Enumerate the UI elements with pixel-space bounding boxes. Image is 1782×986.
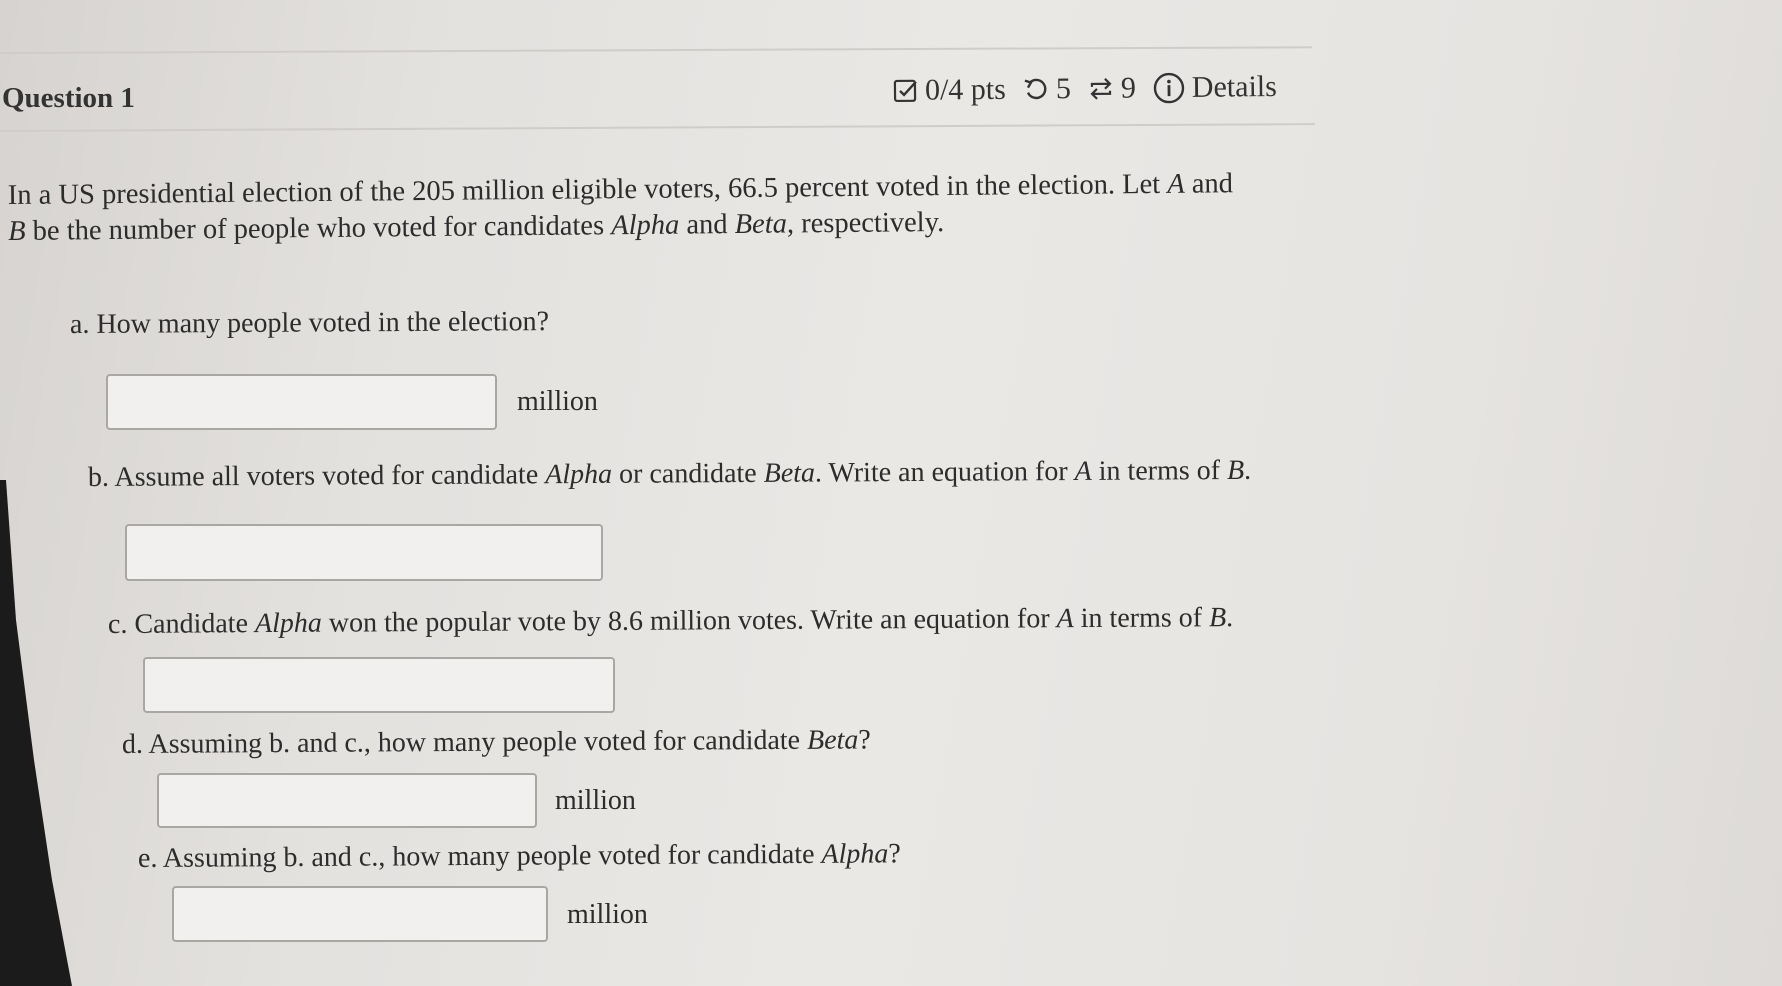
part-d-unit: million: [555, 785, 636, 816]
score-text: 0/4 pts: [924, 72, 1007, 107]
checkbox-score-icon: [893, 78, 919, 104]
part-d-input[interactable]: [157, 773, 537, 828]
question-meta: [893, 70, 1277, 108]
part-e-input[interactable]: [172, 886, 548, 942]
part-a-unit: million: [517, 386, 598, 417]
details-link[interactable]: Details: [1191, 69, 1277, 104]
part-a-label: a. How many people voted in the election?: [69, 306, 550, 340]
question-title: Question 1: [2, 82, 135, 114]
info-icon[interactable]: [1152, 71, 1186, 105]
part-e-unit: million: [567, 899, 648, 930]
retry-icon[interactable]: [1022, 75, 1050, 103]
attempts-count: 9: [1120, 71, 1137, 105]
part-a-input[interactable]: [106, 374, 497, 430]
attempts-icon[interactable]: [1087, 75, 1115, 103]
monitor-bezel: [0, 0, 80, 986]
part-d-label: d. Assuming b. and c., how many people voted for candidate Beta?: [121, 724, 871, 760]
part-c-input[interactable]: [143, 657, 615, 713]
part-e-label: e. Assuming b. and c., how many people voted for candidate Alpha?: [137, 838, 901, 874]
divider-question: [0, 123, 1315, 132]
part-c-label: c. Candidate Alpha won the popular vote by 8.6 million votes. Write an equation for A in terms of B.: [107, 602, 1234, 640]
part-b-label: b. Assume all voters voted for candidate Alpha or candidate Beta. Write an equation for A in terms of B.: [87, 454, 1252, 493]
retries-count: 5: [1055, 72, 1072, 106]
divider-top: [0, 46, 1312, 54]
part-b-input[interactable]: [125, 524, 603, 581]
question-prompt: In a US presidential election of the 205 million eligible voters, 66.5 percent voted in the election. Let A and B be the number of people who voted for candidates Alpha and Beta, respectively.: [7, 168, 1234, 247]
